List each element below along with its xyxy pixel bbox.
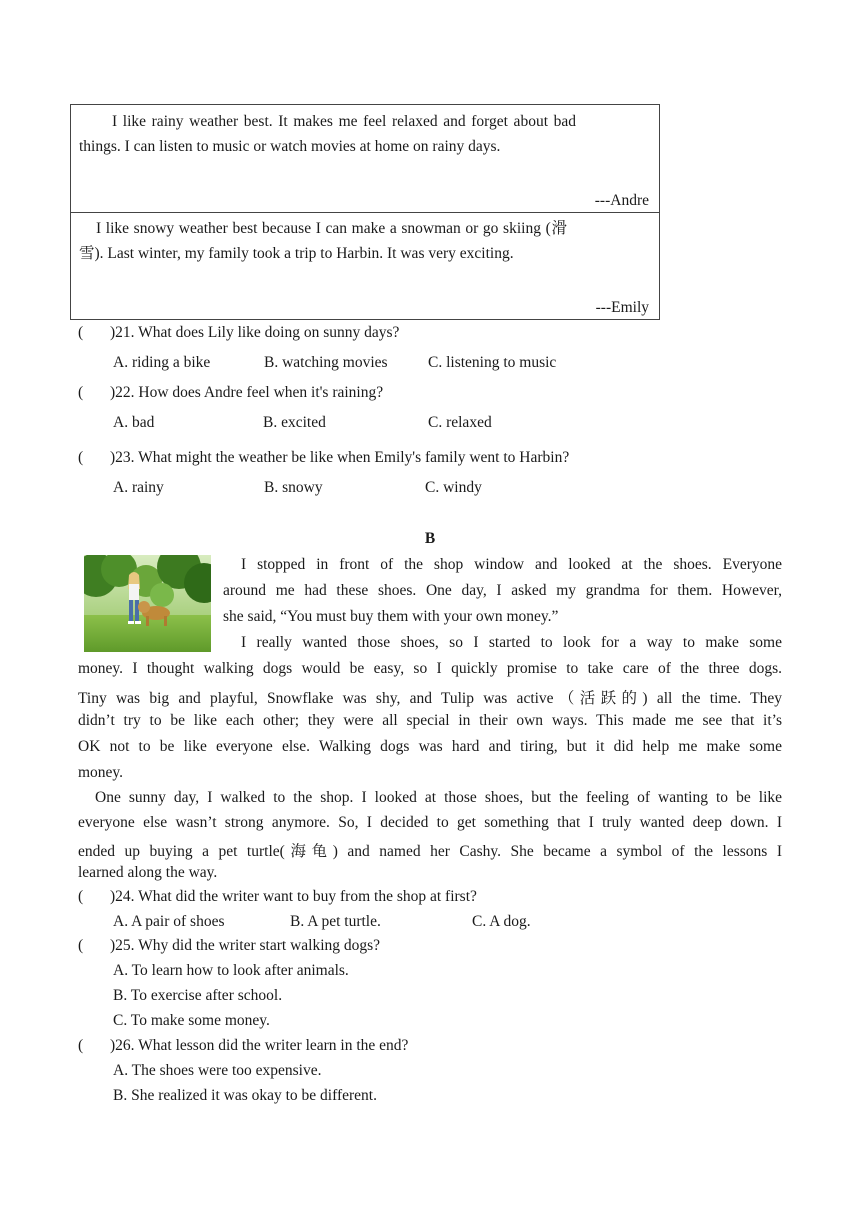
option-a: A. bad	[113, 414, 155, 431]
passage-line: everyone else wasn’t strong anymore. So, I decided to get something that I truly wanted deep down. I	[78, 814, 782, 831]
option-c: C. windy	[425, 479, 482, 496]
passage-line: money. I thought walking dogs would be easy, so I quickly promise to take care of the three dogs.	[78, 660, 782, 677]
question-22	[78, 384, 383, 402]
passage-line: I really wanted those shoes, so I started to look for a way to make some	[241, 634, 782, 651]
option-c: C. listening to music	[428, 354, 557, 371]
question-21	[78, 324, 399, 342]
option-a: A. A pair of shoes	[113, 913, 225, 930]
passage-line: ended up buying a pet turtle(海龟) and named her Cashy. She became a symbol of the lessons I	[78, 843, 782, 860]
option-a: A. To learn how to look after animals.	[113, 962, 349, 979]
question-25	[78, 937, 380, 955]
quote-text: I like snowy weather best because I can make a snowman or go skiing (滑雪). Last winter, my family took a trip to Harbin. It was very exciting.	[79, 220, 567, 262]
answer-blank[interactable]: (	[78, 324, 84, 341]
question-stem: )25. Why did the writer start walking dogs?	[110, 937, 381, 954]
quote-author: ---Andre	[594, 192, 649, 209]
option-b: B. snowy	[264, 479, 323, 496]
option-b: B. excited	[263, 414, 326, 431]
quote-table	[70, 104, 660, 320]
option-c: C. A dog.	[472, 913, 531, 930]
passage-line: she said, “You must buy them with your own money.”	[223, 608, 559, 625]
quote-cell-emily	[71, 213, 659, 319]
answer-blank[interactable]: (	[78, 449, 84, 466]
quote-text: I like rainy weather best. It makes me feel relaxed and forget about bad things. I can listen to music or watch movies at home on rainy days.	[79, 113, 576, 155]
answer-blank[interactable]: (	[78, 1037, 84, 1054]
option-b: B. She realized it was okay to be different.	[113, 1087, 377, 1104]
question-stem: )23. What might the weather be like when Emily's family went to Harbin?	[110, 449, 570, 466]
question-stem: )22. How does Andre feel when it's raining?	[110, 384, 384, 401]
answer-blank[interactable]: (	[78, 384, 84, 401]
girl-with-dog-photo	[84, 555, 211, 652]
question-stem: )26. What lesson did the writer learn in the end?	[110, 1037, 409, 1054]
option-c: C. To make some money.	[113, 1012, 270, 1029]
option-a: A. rainy	[113, 479, 164, 496]
question-23	[78, 449, 569, 467]
passage-line: didn’t try to be like each other; they were all special in their own ways. This made me see that it’s	[78, 712, 782, 729]
question-stem: )24. What did the writer want to buy from the shop at first?	[110, 888, 477, 905]
passage-line: around me had these shoes. One day, I asked my grandma for them. However,	[223, 582, 782, 599]
option-a: A. riding a bike	[113, 354, 211, 371]
question-24	[78, 888, 477, 906]
option-c: C. relaxed	[428, 414, 492, 431]
option-b: B. watching movies	[264, 354, 388, 371]
option-a: A. The shoes were too expensive.	[113, 1062, 322, 1079]
answer-blank[interactable]: (	[78, 888, 84, 905]
question-stem: )21. What does Lily like doing on sunny days?	[110, 324, 400, 341]
quote-cell-andre	[71, 105, 659, 213]
passage-line: I stopped in front of the shop window and looked at the shoes. Everyone	[241, 556, 782, 573]
passage-line: learned along the way.	[78, 864, 218, 881]
option-b: B. A pet turtle.	[290, 913, 381, 930]
passage-line: Tiny was big and playful, Snowflake was shy, and Tulip was active（活跃的) all the time. They	[78, 690, 782, 707]
quote-author: ---Emily	[595, 299, 649, 316]
section-heading: B	[424, 530, 436, 547]
passage-line: One sunny day, I walked to the shop. I looked at those shoes, but the feeling of wanting to be like	[95, 789, 782, 806]
answer-blank[interactable]: (	[78, 937, 84, 954]
option-b: B. To exercise after school.	[113, 987, 283, 1004]
question-26	[78, 1037, 408, 1055]
passage-line: OK not to be like everyone else. Walking dogs was hard and tiring, but it did help me make some	[78, 738, 782, 755]
passage-line: money.	[78, 764, 124, 781]
